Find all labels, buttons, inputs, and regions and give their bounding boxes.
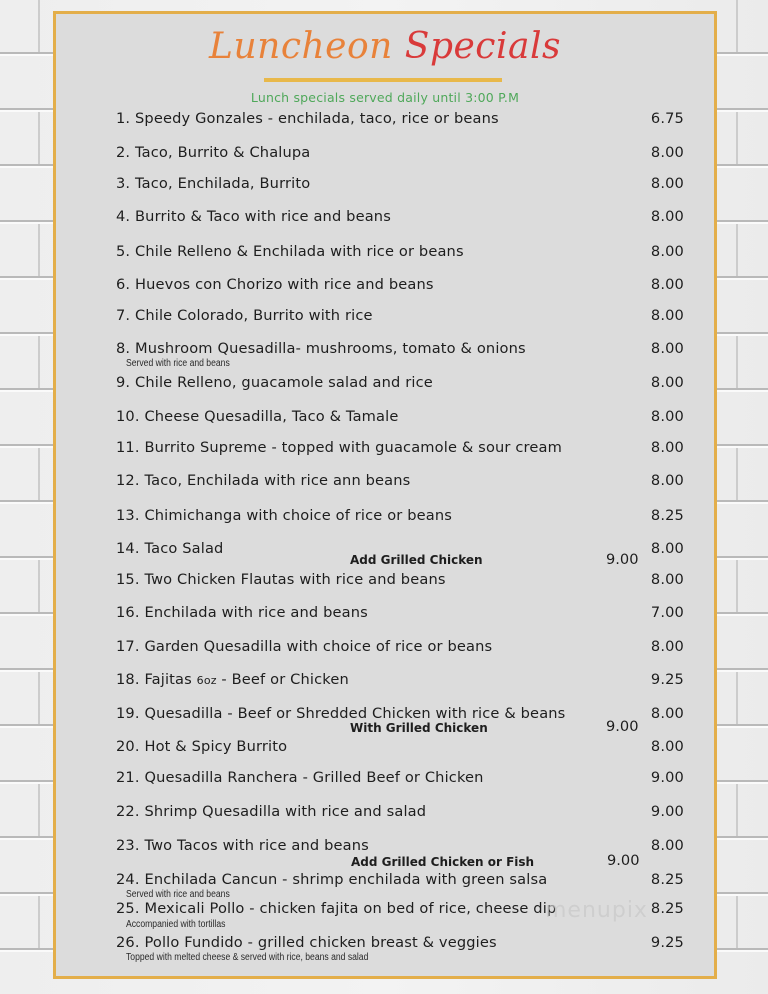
item-name: 26. Pollo Fundido - grilled chicken breast & veggies [116,934,497,951]
item-portion-size: 6oz [196,674,217,687]
page-title [56,24,714,70]
item-name: 16. Enchilada with rice and beans [116,604,368,621]
item-name: 8. Mushroom Quesadilla- mushrooms, tomato & onions [116,340,526,357]
item-price: 8.00 [650,738,684,755]
item-name [116,671,349,688]
item-price: 8.00 [650,144,684,161]
item-name: 15. Two Chicken Flautas with rice and beans [116,571,446,588]
item-addon-price: 9.00 [606,551,639,568]
item-name: 24. Enchilada Cancun - shrimp enchilada with green salsa [116,871,548,888]
item-name: 13. Chimichanga with choice of rice or beans [116,507,453,524]
item-addon-label: With Grilled Chicken [350,721,488,735]
item-price: 9.00 [650,769,684,786]
item-name: 9. Chile Relleno, guacamole salad and rice [116,374,433,391]
item-price: 7.00 [650,604,684,621]
item-name: 22. Shrimp Quesadilla with rice and salad [116,803,427,820]
item-name: 14. Taco Salad [116,540,224,557]
item-name: 3. Taco, Enchilada, Burrito [116,175,311,192]
item-name: 2. Taco, Burrito & Chalupa [116,144,311,161]
watermark: menupix [545,898,648,923]
item-price: 8.00 [650,408,684,425]
item-name-suffix: - Beef or Chicken [221,671,349,688]
item-price: 8.00 [650,208,684,225]
item-note: Served with rice and beans [126,889,230,900]
item-addon-price: 9.00 [607,852,640,869]
item-price: 8.00 [650,175,684,192]
menu-panel [53,11,717,979]
item-name: 25. Mexicali Pollo - chicken fajita on bed of rice, cheese dip [116,900,557,917]
brick-wall-decoration [38,0,40,994]
item-name: 1. Speedy Gonzales - enchilada, taco, rice or beans [116,110,499,127]
item-note: Accompanied with tortillas [126,919,226,930]
brick-wall-decoration [736,0,738,994]
item-note: Served with rice and beans [126,358,230,369]
item-name: 23. Two Tacos with rice and beans [116,837,369,854]
item-price: 8.00 [650,638,684,655]
item-price: 6.75 [650,110,684,127]
item-price: 8.00 [650,472,684,489]
item-price: 8.00 [650,276,684,293]
item-price: 8.00 [650,540,684,557]
item-name: 4. Burrito & Taco with rice and beans [116,208,391,225]
item-name: 17. Garden Quesadilla with choice of rice or beans [116,638,493,655]
item-price: 9.25 [650,934,684,951]
title-underline [264,78,502,82]
item-price: 9.00 [650,803,684,820]
item-name: 6. Huevos con Chorizo with rice and beans [116,276,434,293]
item-name: 12. Taco, Enchilada with rice ann beans [116,472,411,489]
item-name: 7. Chile Colorado, Burrito with rice [116,307,373,324]
item-name: 21. Quesadilla Ranchera - Grilled Beef or Chicken [116,769,484,786]
item-addon-label: Add Grilled Chicken [350,553,483,567]
item-name: 11. Burrito Supreme - topped with guacamole & sour cream [116,439,562,456]
item-note: Topped with melted cheese & served with rice, beans and salad [126,952,369,963]
item-price: 8.00 [650,439,684,456]
item-price: 8.25 [650,900,684,917]
item-price: 8.00 [650,243,684,260]
subtitle: Lunch specials served daily until 3:00 P.M [250,90,520,105]
item-price: 8.25 [650,871,684,888]
item-price: 8.00 [650,374,684,391]
title-word-specials: Specials [404,26,561,67]
item-price: 8.00 [650,837,684,854]
item-name: 20. Hot & Spicy Burrito [116,738,288,755]
item-price: 8.25 [650,507,684,524]
item-addon-price: 9.00 [606,718,639,735]
item-price: 9.25 [650,671,684,688]
item-addon-label: Add Grilled Chicken or Fish [351,855,535,869]
item-name: 19. Quesadilla - Beef or Shredded Chicken with rice & beans [116,705,566,722]
item-name-prefix: 18. Fajitas [116,671,192,688]
item-price: 8.00 [650,340,684,357]
item-name: 5. Chile Relleno & Enchilada with rice or beans [116,243,464,260]
item-name: 10. Cheese Quesadilla, Taco & Tamale [116,408,399,425]
item-price: 8.00 [650,705,684,722]
item-price: 8.00 [650,571,684,588]
item-price: 8.00 [650,307,684,324]
title-word-luncheon: Luncheon [209,26,393,67]
